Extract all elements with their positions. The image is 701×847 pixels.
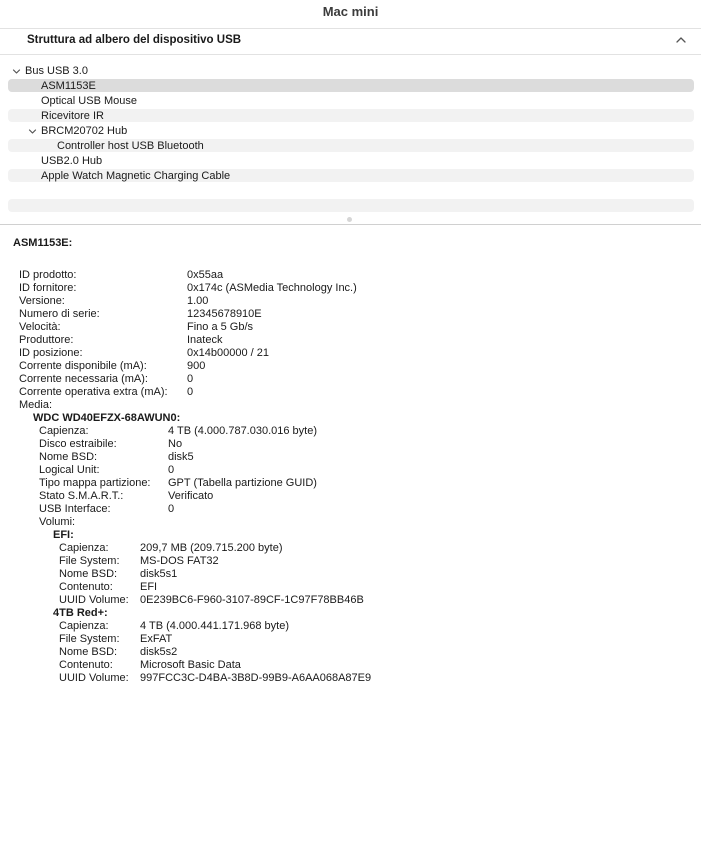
property-value: disk5s1 [140,568,178,580]
property-label: Corrente necessaria (mA): [19,373,148,385]
property-label: Corrente disponibile (mA): [19,360,147,372]
property-value: 12345678910E [187,308,262,320]
property-value: 4 TB (4.000.441.171.968 byte) [140,620,290,632]
property-label: Capienza: [59,542,109,554]
media-property [13,503,693,516]
property-value: 0x55aa [187,269,224,281]
property-value: Inateck [187,334,223,346]
tree-item-label: Bus USB 3.0 [25,65,88,77]
property-value: MS-DOS FAT32 [140,555,219,567]
property-value: disk5 [168,451,194,463]
property-value: disk5s2 [140,646,178,658]
tree-item-asm1153e[interactable] [8,79,694,92]
property-value: GPT (Tabella partizione GUID) [168,477,317,489]
tree-item-label: Ricevitore IR [41,110,104,122]
volume-property [13,594,693,607]
window-title: Mac mini [0,0,701,24]
property-value: 4 TB (4.000.787.030.016 byte) [168,425,318,437]
property-value: Microsoft Basic Data [140,659,241,671]
property-value: 0x14b00000 / 21 [187,347,269,359]
section-header[interactable] [0,28,701,55]
media-property [13,451,693,464]
property-label: ID posizione: [19,347,83,359]
property-value: 1.00 [187,295,209,307]
detail-title: ASM1153E: [13,237,73,249]
property-label: Nome BSD: [59,568,118,580]
media-property [13,477,693,490]
tree-item-label: Optical USB Mouse [41,95,137,107]
volume-title: 4TB Red+: [53,607,108,619]
property-value: 997FCC3C-D4BA-3B8D-99B9-A6AA068A87E9 [140,672,372,684]
volume-property [13,542,693,555]
detail-property [13,321,693,334]
property-label: ID fornitore: [19,282,77,294]
property-label: ID prodotto: [19,269,77,281]
property-value: 900 [187,360,206,372]
media-property [13,425,693,438]
volume-property [13,633,693,646]
detail-property [13,308,693,321]
volume-property [13,581,693,594]
detail-property [13,282,693,295]
tree-item-apple-watch-cable[interactable] [8,169,694,182]
tree-item-label: Controller host USB Bluetooth [57,140,204,152]
tree-item-label: Apple Watch Magnetic Charging Cable [41,170,231,182]
property-value: Verificato [168,490,214,502]
detail-property [13,360,693,373]
detail-property [13,373,693,386]
property-label: Versione: [19,295,65,307]
property-label: Capienza: [39,425,89,437]
property-label: Tipo mappa partizione: [39,477,151,489]
property-label: Corrente operativa extra (mA): [19,386,168,398]
tree-item-bluetooth-controller[interactable] [8,139,694,152]
chevron-up-icon[interactable] [675,33,687,47]
tree-item-label: USB2.0 Hub [41,155,103,167]
property-label: Numero di serie: [19,308,100,320]
property-label: Contenuto: [59,659,113,671]
property-label: Contenuto: [59,581,113,593]
property-value: 0 [168,503,175,515]
media-property [13,490,693,503]
volume-property [13,620,693,633]
property-value: 0 [187,386,194,398]
volume-title: EFI: [53,529,74,541]
media-property [13,464,693,477]
property-label: UUID Volume: [59,594,129,606]
volume-property [13,555,693,568]
volume-property [13,646,693,659]
tree-empty-row [8,199,694,212]
property-label: Media: [19,399,53,411]
property-label: USB Interface: [39,503,111,515]
volume-property [13,659,693,672]
property-value: 0 [168,464,175,476]
tree-item-label: ASM1153E [41,80,96,92]
chevron-down-icon[interactable] [12,66,21,75]
property-value: 0E239BC6-F960-3107-89CF-1C97F78BB46B [140,594,364,606]
detail-property [13,386,693,399]
property-label: Nome BSD: [39,451,98,463]
media-title: WDC WD40EFZX-68AWUN0: [33,412,181,424]
property-label: File System: [59,555,120,567]
chevron-down-icon[interactable] [28,126,37,135]
property-value: 0x174c (ASMedia Technology Inc.) [187,282,357,294]
property-label: Disco estraibile: [39,438,117,450]
tree-item-bus-usb[interactable] [8,64,694,77]
property-value: Fino a 5 Gb/s [187,321,254,333]
tree-item-label: BRCM20702 Hub [41,125,128,137]
property-label: UUID Volume: [59,672,129,684]
detail-property [13,269,693,282]
property-label: Produttore: [19,334,74,346]
tree-item-ir-receiver[interactable] [8,109,694,122]
property-value: EFI [140,581,158,593]
property-label: Volumi: [39,516,76,528]
property-label: Nome BSD: [59,646,118,658]
tree-item-usb2-hub[interactable] [8,154,694,167]
property-value: ExFAT [140,633,173,645]
media-property [13,516,693,529]
property-label: File System: [59,633,120,645]
pane-divider[interactable] [0,224,701,225]
volume-property [13,672,693,685]
splitter-handle[interactable] [347,217,352,222]
property-label: Capienza: [59,620,109,632]
media-property [13,438,693,451]
section-title: Struttura ad albero del dispositivo USB [27,34,242,46]
property-label: Stato S.M.A.R.T.: [39,490,124,502]
device-detail-pane [13,236,693,685]
property-label: Velocità: [19,321,61,333]
property-label: Logical Unit: [39,464,100,476]
detail-property [13,347,693,360]
tree-item-brcm-hub[interactable] [8,124,694,137]
detail-property [13,399,693,412]
property-value: 209,7 MB (209.715.200 byte) [140,542,283,554]
tree-item-optical-mouse[interactable] [8,94,694,107]
property-value: No [168,438,183,450]
detail-property [13,295,693,308]
detail-property [13,334,693,347]
volume-property [13,568,693,581]
property-value: 0 [187,373,194,385]
